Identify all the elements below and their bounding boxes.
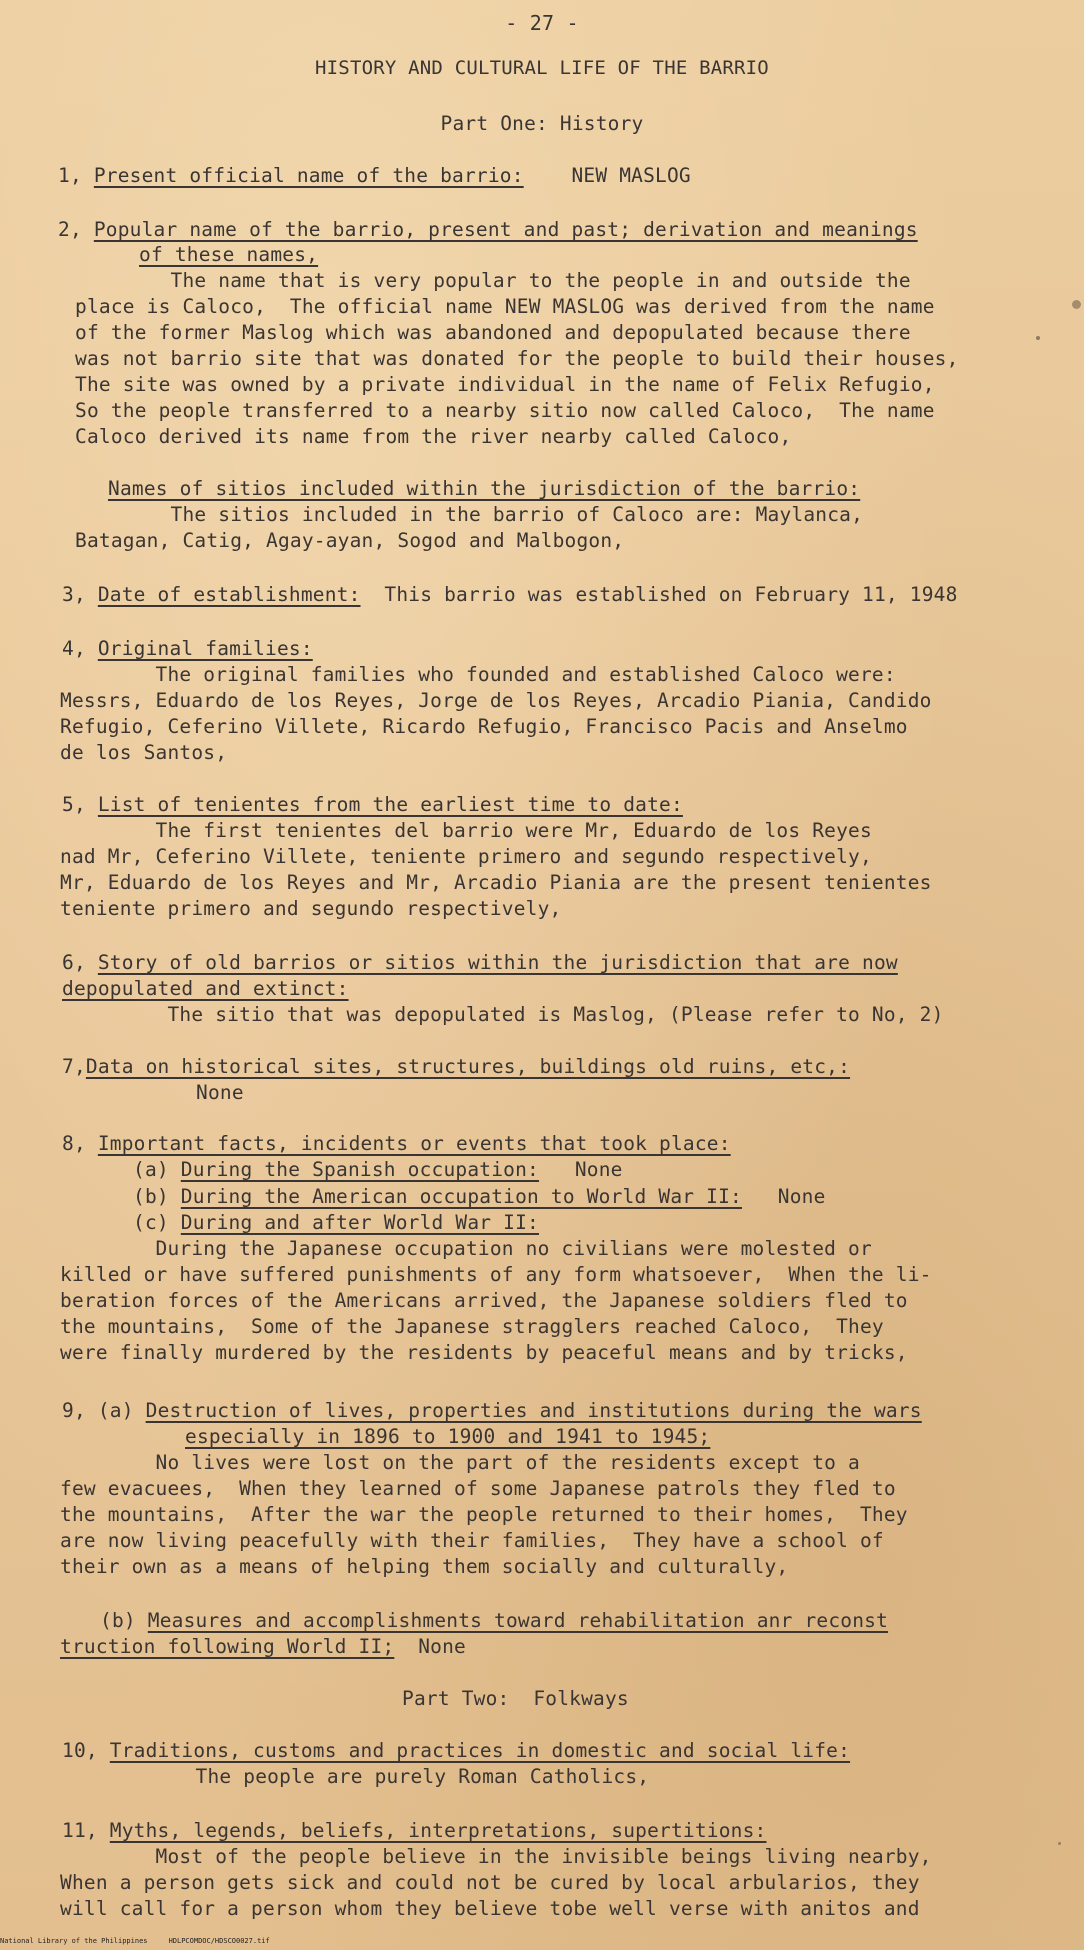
q8-c-body-line: During the Japanese occupation no civilians were molested or <box>60 1237 872 1260</box>
q2-number: 2, <box>58 218 82 241</box>
q5-label: List of tenientes from the earliest time to date: <box>97 793 683 816</box>
q1-number: 1, <box>58 164 82 187</box>
main-title: HISTORY AND CULTURAL LIFE OF THE BARRIO <box>315 57 769 79</box>
q9-b-answer: None <box>418 1635 466 1658</box>
q10-number: 10, <box>62 1739 98 1762</box>
q11-item <box>62 1818 766 1844</box>
q8-a-answer: None <box>574 1158 623 1181</box>
q9-a-body-line: their own as a means of helping them socially and culturally, <box>60 1555 789 1578</box>
q9-a-label-line1 <box>62 1398 922 1424</box>
q9-a-label-line2: especially in 1896 to 1900 and 1941 to 1945; <box>185 1425 711 1448</box>
q11-number: 11, <box>62 1819 98 1842</box>
q9-a-body-line: No lives were lost on the part of the residents except to a <box>60 1451 860 1474</box>
q7-number: 7, <box>62 1055 86 1078</box>
q5-number: 5, <box>62 793 86 816</box>
q2-label-line1 <box>58 217 918 243</box>
q2-body-line: place is Caloco, The official name NEW MASLOG was derived from the name <box>75 295 935 318</box>
q4-number: 4, <box>62 637 86 660</box>
q2-body-line: Caloco derived its name from the river nearby called Caloco, <box>75 425 792 448</box>
q5-body-line: The first tenientes del barrio were Mr, Eduardo de los Reyes <box>60 819 872 842</box>
part-one-heading: Part One: History <box>440 112 644 135</box>
q10-body: The people are purely Roman Catholics, <box>100 1765 650 1788</box>
q4-body-line: The original families who founded and established Caloco were: <box>60 663 896 686</box>
q9-b-marker: (b) <box>100 1609 136 1632</box>
q8-number: 8, <box>62 1132 86 1155</box>
q3-answer: This barrio was established on February 11, 1948 <box>384 583 958 606</box>
paper-speck <box>1058 1842 1061 1845</box>
sitios-label: Names of sitios included within the jurisdiction of the barrio: <box>108 477 861 500</box>
q4-body-line: Messrs, Eduardo de los Reyes, Jorge de los Reyes, Arcadio Piania, Candido <box>60 689 932 712</box>
q5-item <box>62 792 683 818</box>
q5-body-line: teniente primero and segundo respectively, <box>60 897 562 920</box>
q9-a-body-line: the mountains, After the war the people returned to their homes, They <box>60 1503 908 1526</box>
q2-body-line: The name that is very popular to the people in and outside the <box>75 269 911 292</box>
q6-label-line2: depopulated and extinct: <box>62 977 349 1000</box>
q7-label: Data on historical sites, structures, buildings old ruins, etc,: <box>85 1055 851 1078</box>
q9-b-label: Measures and accomplishments toward rehabilitation anr reconst <box>147 1609 889 1632</box>
q11-body-line: Most of the people believe in the invisible beings living nearby, <box>60 1845 932 1868</box>
q8-a <box>133 1157 623 1183</box>
q1-answer: NEW MASLOG <box>571 164 691 187</box>
sitios-body-line: The sitios included in the barrio of Caloco are: Maylanca, <box>75 503 864 526</box>
q11-label: Myths, legends, beliefs, interpretations, supertitions: <box>109 1819 767 1842</box>
q9-a-marker: (a) <box>97 1399 134 1422</box>
page-number: - 27 - <box>505 11 579 35</box>
q3-number: 3, <box>62 583 86 606</box>
q6-number: 6, <box>62 951 86 974</box>
q1-item <box>58 163 691 189</box>
paper-speck <box>1072 300 1081 309</box>
q8-b-answer: None <box>777 1185 826 1208</box>
q9-a-body-line: are now living peacefully with their families, They have a school of <box>60 1529 884 1552</box>
q8-c-body-line: beration forces of the Americans arrived, the Japanese soldiers fled to <box>60 1289 908 1312</box>
q9-a-body-line: few evacuees, When they learned of some Japanese patrols they fled to <box>60 1477 896 1500</box>
q1-label: Present official name of the barrio: <box>93 164 524 187</box>
q10-item <box>62 1738 850 1764</box>
q2-body-line: The site was owned by a private individual in the name of Felix Refugio, <box>75 373 935 396</box>
q6-label: Story of old barrios or sitios within the jurisdiction that are now <box>97 951 898 974</box>
scan-footer: National Library of the Philippines HDLPCOMDOC/HDSCO0027.tif <box>0 1937 270 1945</box>
paper-speck <box>1036 336 1040 340</box>
q6-label-line1 <box>62 950 898 976</box>
q8-c-marker: (c) <box>133 1211 169 1234</box>
q4-label: Original families: <box>97 637 313 660</box>
q10-label: Traditions, customs and practices in domestic and social life: <box>109 1739 851 1762</box>
q9-b-label-line1 <box>100 1608 888 1634</box>
sitios-body-line: Batagan, Catig, Agay-ayan, Sogod and Malbogon, <box>75 529 625 552</box>
q8-b <box>133 1184 826 1210</box>
q8-c-body-line: the mountains, Some of the Japanese stragglers reached Caloco, They <box>60 1315 884 1338</box>
q5-body-line: Mr, Eduardo de los Reyes and Mr, Arcadio Piania are the present tenientes <box>60 871 932 894</box>
q11-body-line: will call for a person whom they believe tobe well verse with anitos and <box>60 1897 920 1920</box>
q8-item <box>62 1131 731 1157</box>
q8-label: Important facts, incidents or events that took place: <box>97 1132 731 1155</box>
part-two-heading: Part Two: Folkways <box>402 1687 629 1710</box>
q8-a-marker: (a) <box>133 1158 169 1181</box>
q3-label: Date of establishment: <box>97 583 361 606</box>
q4-body-line: Refugio, Ceferino Villete, Ricardo Refugio, Francisco Pacis and Anselmo <box>60 715 908 738</box>
q11-body-line: When a person gets sick and could not be cured by local arbularios, they <box>60 1871 920 1894</box>
q2-body-line: was not barrio site that was donated for the people to build their houses, <box>75 347 959 370</box>
q7-item <box>62 1054 850 1080</box>
q8-c <box>133 1210 539 1236</box>
q3-item <box>62 582 958 608</box>
q6-body: The sitio that was depopulated is Maslog, (Please refer to No, 2) <box>60 1003 944 1026</box>
q8-c-body-line: killed or have suffered punishments of any form whatsoever, When the li- <box>60 1263 932 1286</box>
q2-label-line2: of these names, <box>139 243 319 266</box>
q7-answer: None <box>196 1081 244 1104</box>
q9-a-label: Destruction of lives, properties and institutions during the wars <box>145 1399 922 1422</box>
q2-body-line: of the former Maslog which was abandoned and depopulated because there <box>75 321 911 344</box>
q8-b-marker: (b) <box>133 1185 169 1208</box>
q2-body-line: So the people transferred to a nearby sitio now called Caloco, The name <box>75 399 935 422</box>
q8-c-body-line: were finally murdered by the residents by peaceful means and by tricks, <box>60 1341 908 1364</box>
q8-b-label: During the American occupation to World War II: <box>180 1185 742 1208</box>
q8-c-label: During and after World War II: <box>180 1211 539 1234</box>
q8-a-label: During the Spanish occupation: <box>180 1158 539 1181</box>
q9-b-label-cont: truction following World II; <box>60 1635 395 1658</box>
q2-label: Popular name of the barrio, present and past; derivation and meanings <box>93 218 918 241</box>
q9-b-label-line2 <box>60 1634 466 1660</box>
q5-body-line: nad Mr, Ceferino Villete, teniente primero and segundo respectively, <box>60 845 872 868</box>
q9-number: 9, <box>62 1399 86 1422</box>
q4-body-line: de los Santos, <box>60 741 228 764</box>
q4-item <box>62 636 313 662</box>
